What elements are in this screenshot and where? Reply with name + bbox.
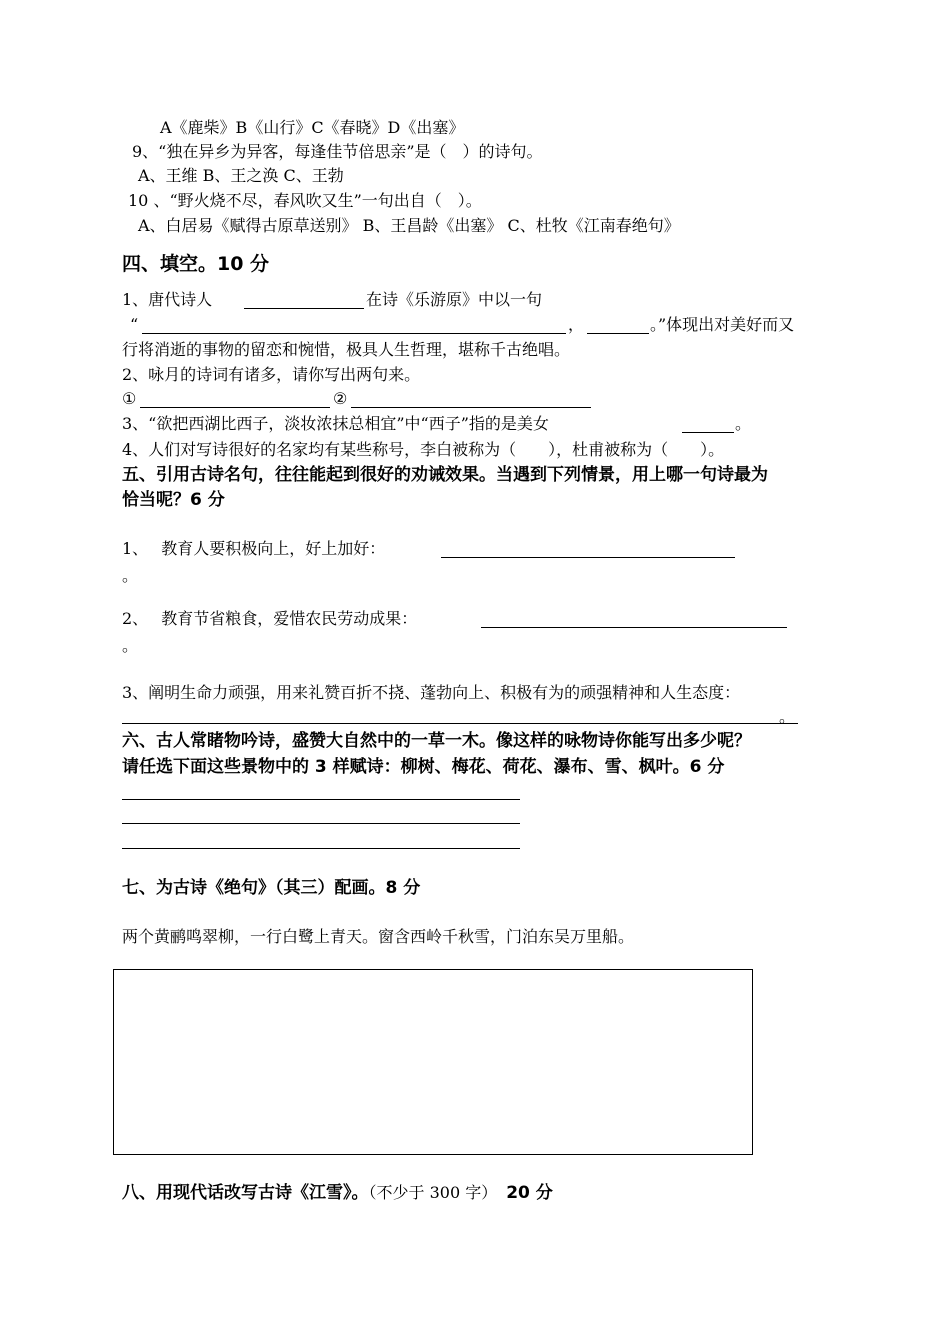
s4-q2-blank-2[interactable] xyxy=(351,407,591,408)
s5-item-2: 2、 教育节省粮食，爱惜农民劳动成果： xyxy=(122,609,418,628)
s5-item-1-blank[interactable] xyxy=(441,557,735,558)
q10-stem: 10 、“野火烧不尽，春风吹又生”一句出自（ ）。 xyxy=(128,191,482,210)
s4-q1-start: 1、唐代诗人 xyxy=(122,290,213,309)
section-5-title-line-2: 恰当呢？6 分 xyxy=(122,490,225,510)
section-5-title-line-1: 五、引用古诗名句，往往能起到很好的劝诫效果。当遇到下列情景，用上哪一句诗最为 xyxy=(122,465,768,485)
section-6-title-line-1: 六、古人常睹物吟诗，盛赞大自然中的一草一木。像这样的咏物诗你能写出多少呢？ xyxy=(122,731,751,751)
s5-item-2-blank[interactable] xyxy=(481,627,787,628)
s4-q2-blank-1[interactable] xyxy=(140,407,330,408)
s4-q1-tail: 。”体现出对美好而又 xyxy=(650,315,795,334)
s7-poem: 两个黄鹂鸣翠柳，一行白鹭上青天。窗含西岭千秋雪，门泊东吴万里船。 xyxy=(122,927,635,946)
s4-q1-continuation: 行将消逝的事物的留恋和惋惜，极具人生哲理，堪称千古绝唱。 xyxy=(122,340,571,359)
s4-q1-comma: ， xyxy=(568,315,585,334)
section-8-note: （不少于 300 字） xyxy=(368,1183,490,1202)
s4-q2-mark-2: ② xyxy=(333,389,348,408)
s5-item-1-period: 。 xyxy=(122,566,139,585)
s4-q3-blank[interactable] xyxy=(682,432,734,433)
s4-q4: 4、人们对写诗很好的名家均有某些称号，李白被称为（ ），杜甫被称为（ ）。 xyxy=(122,440,725,459)
section-7-title: 七、为古诗《绝句》（其三）配画。8 分 xyxy=(122,878,421,898)
q9-options: A、王维 B、王之涣 C、王勃 xyxy=(138,166,344,185)
s5-item-3: 3、阐明生命力顽强，用来礼赞百折不挠、蓬勃向上、积极有为的顽强精神和人生态度： xyxy=(122,683,741,702)
section-4-title: 四、填空。10 分 xyxy=(122,253,270,275)
section-8-points: 20 分 xyxy=(489,1183,553,1203)
s4-q2-mark-1: ① xyxy=(122,389,137,408)
s4-q2: 2、咏月的诗词有诸多，请你写出两句来。 xyxy=(122,365,421,384)
s5-item-3-blank[interactable] xyxy=(122,723,798,724)
s5-item-2-period: 。 xyxy=(122,636,139,655)
s4-q3: 3、“欲把西湖比西子，淡妆浓抹总相宜”中“西子”指的是美女 xyxy=(122,414,549,433)
s6-answer-line-1[interactable] xyxy=(122,799,520,800)
s4-q1-verse-blank-2[interactable] xyxy=(587,333,649,334)
q9-stem: 9、“独在异乡为异客，每逢佳节倍思亲”是（ ）的诗句。 xyxy=(132,142,543,161)
s5-item-3-period: 。 xyxy=(779,707,796,726)
s4-q3-period: 。 xyxy=(735,414,752,433)
q10-options: A、白居易《赋得古原草送别》 B、王昌龄《出塞》 C、杜牧《江南春绝句》 xyxy=(138,216,680,235)
s4-q1-middle: 在诗《乐游原》中以一句 xyxy=(366,290,543,309)
section-8-title-text: 八、用现代话改写古诗《江雪》。 xyxy=(122,1183,369,1203)
s4-q1-poet-blank[interactable] xyxy=(244,308,364,309)
s5-item-1: 1、 教育人要积极向上，好上加好： xyxy=(122,539,386,558)
s6-answer-line-3[interactable] xyxy=(122,848,520,849)
section-8-title xyxy=(122,1181,553,1205)
s6-answer-line-2[interactable] xyxy=(122,823,520,824)
section-6-title-line-2: 请任选下面这些景物中的 3 样赋诗：柳树、梅花、荷花、瀑布、雪、枫叶。6 分 xyxy=(122,757,725,777)
s4-q1-open-quote: “ xyxy=(130,315,139,334)
s4-q1-verse-blank-1[interactable] xyxy=(142,333,566,334)
drawing-box[interactable] xyxy=(113,969,753,1155)
q8-options: A《鹿柴》B《山行》C《春晓》D《出塞》 xyxy=(160,118,465,137)
